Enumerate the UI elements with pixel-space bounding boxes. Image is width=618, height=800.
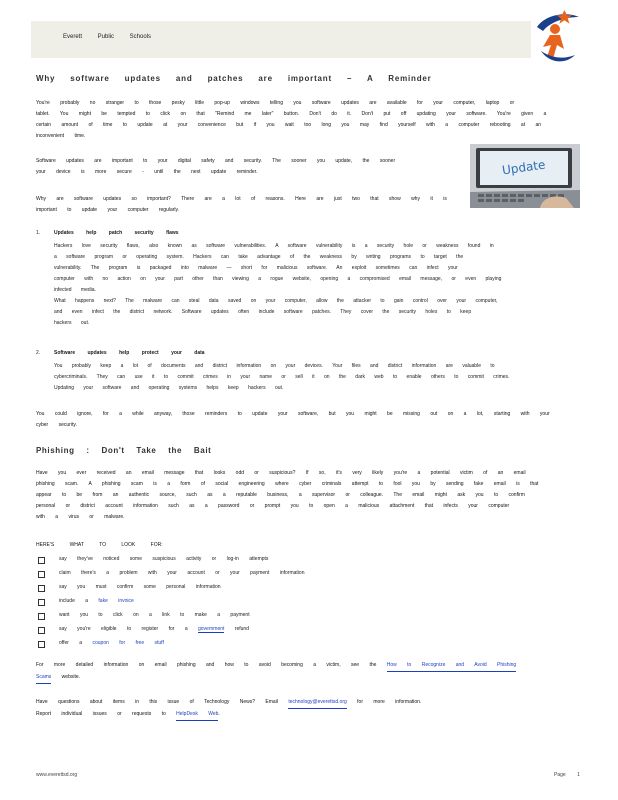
text-line: phishing scam. A phishing scam is a form of social engineering where cyber criminals attempt to fool you by sending fake email is that	[36, 481, 539, 487]
text-line: You could ignore, for a while anyway, those reminders to update your software, but you might be missing out on a lot, starting with your	[36, 411, 550, 417]
text-line: your device is more secure - until the next update reminder.	[36, 169, 258, 175]
phishing-title: Phishing : Don't Take the Bait	[36, 446, 212, 455]
text-line: hackers out.	[54, 320, 90, 326]
list-item-prefix: say you're eligible to register for a	[59, 626, 188, 632]
footer-website: www.everettsd.org	[36, 772, 78, 778]
text-line: Hackers love security flaws, also known as software vulnerabilities. A software vulnerability is a security hole or weakness found in	[54, 243, 494, 249]
closing-paragraph	[36, 409, 574, 431]
text-line	[36, 672, 574, 684]
list-item	[38, 570, 338, 582]
text-line: and even infect the district network. Software updates often include software patches. They cover the security holes to keep	[54, 309, 472, 315]
email-link[interactable]: technology@everettsd.org	[288, 697, 346, 709]
text-line: important to update your computer regularly.	[36, 207, 180, 213]
checkbox-icon	[38, 641, 45, 648]
article-title: Why software updates and patches are important – A Reminder	[36, 74, 432, 83]
text-line: Why are software updates so important? There are a lot of reasons. Here are just two that show why it is	[36, 196, 447, 202]
text-line: vulnerability. The program is packaged into malware — short for malicious software. An exploit sometimes can infect your	[54, 265, 458, 271]
list-item-text: say you must confirm some personal information	[59, 584, 221, 590]
checkbox-icon	[38, 599, 45, 606]
list-item-text	[59, 626, 249, 633]
text-line: with a virus or malware.	[36, 514, 125, 520]
list-item-prefix: offer a	[59, 640, 83, 646]
item-body	[54, 241, 574, 329]
phishing-paragraph	[36, 468, 574, 523]
list-item-text: claim there's a problem with your account or your payment information	[59, 570, 305, 576]
helpdesk-link[interactable]: HelpDesk Web	[176, 709, 218, 721]
list-item	[38, 612, 338, 624]
list-item	[38, 640, 338, 652]
text-line: certain amount of time to update at your convenience but if you wait too long you may find yourself with a computer rebooting at an	[36, 122, 542, 128]
list-item	[38, 556, 338, 568]
reasons-paragraph	[36, 194, 456, 216]
more-info-text: For more detailed information on email phishing and how to avoid becoming a victim, see the	[36, 662, 377, 668]
list-item-text: say they've noticed some suspicious activity or log-in attempts	[59, 556, 269, 562]
page-number: Page 1	[554, 772, 580, 778]
checkbox-icon	[38, 557, 45, 564]
list-item	[38, 584, 338, 596]
item-title: Software updates help protect your data	[54, 350, 205, 356]
update-laptop-image	[470, 144, 580, 208]
list-item-text	[59, 598, 134, 604]
list-item-text: want you to click on a link to make a payment	[59, 612, 250, 618]
questions-text: Have questions about items in this issue of Technology News? Email	[36, 699, 278, 705]
text-line	[36, 697, 574, 709]
importance-paragraph	[36, 156, 456, 178]
text-line: You probably keep a lot of documents and district information on your devices. Your files and district information are valuable to	[54, 363, 495, 369]
item-number: 1.	[36, 230, 41, 236]
period: .	[218, 711, 220, 717]
look-for-heading: HERE'S WHAT TO LOOK FOR:	[36, 542, 163, 548]
more-info-suffix: website.	[61, 674, 81, 680]
intro-paragraph	[36, 98, 574, 142]
text-line: inconvenient time.	[36, 133, 86, 139]
report-text: Report individual issues or requests to	[36, 711, 166, 717]
text-line: personal or district account information such as a password or prompt you to open a malicious attachment that infects your computer	[36, 503, 510, 509]
text-line: tablet. You might be tempted to click on that "Remind me later" button. Don't do it. Don't put off updating your software. You're given a	[36, 111, 547, 117]
checkbox-icon	[38, 627, 45, 634]
text-line: cybercriminals. They can use it to commit crimes in your name or sell it on the dark web to enable others to commit crimes.	[54, 374, 510, 380]
checkbox-icon	[38, 613, 45, 620]
text-line: cyber security.	[36, 422, 77, 428]
checkbox-icon	[38, 571, 45, 578]
text-line: a software program or operating system. Hackers can take advantage of the weakness by writing programs to target the	[54, 254, 464, 260]
district-logo-icon	[531, 7, 583, 71]
checkbox-icon	[38, 585, 45, 592]
text-line: Have you ever received an email message that looks odd or suspicious? If so, it's very likely you're a potential victim of an email	[36, 470, 526, 476]
free-coupon-link[interactable]: coupon for free stuff	[92, 640, 164, 646]
questions-paragraph	[36, 697, 574, 721]
government-refund-link[interactable]: government	[198, 626, 225, 632]
text-line: infected media.	[54, 287, 96, 293]
header-bar	[31, 21, 531, 58]
text-line: You're probably no stranger to those pesky little pop-up windows telling you software updates are available for your computer, laptop or	[36, 100, 515, 106]
school-name: Everett Public Schools	[63, 34, 152, 40]
more-info-paragraph	[36, 660, 574, 684]
text-line	[36, 660, 574, 672]
list-item	[38, 598, 338, 610]
avoid-phishing-link-cont[interactable]: Scams	[36, 672, 51, 684]
list-item	[38, 626, 338, 638]
update-screen-label: Update	[501, 157, 547, 178]
list-item-suffix: refund	[234, 626, 249, 632]
item-body	[54, 361, 574, 394]
list-item-prefix: include a	[59, 598, 89, 604]
text-line	[36, 709, 574, 721]
avoid-phishing-link[interactable]: How to Recognize and Avoid Phishing	[387, 660, 516, 672]
text-line: Software updates are important to your digital safety and security. The sooner you update, the sooner	[36, 158, 396, 164]
fake-invoice-link[interactable]: fake invoice	[98, 598, 134, 604]
list-item-text	[59, 640, 164, 646]
text-line: Updating your software and operating systems helps keep hackers out.	[54, 385, 284, 391]
questions-suffix: for more information.	[357, 699, 422, 705]
item-title: Updates help patch security flaws	[54, 230, 179, 236]
text-line: computer with no action on your part other than viewing a rogue website, opening a compromised email message, or even playing	[54, 276, 502, 282]
text-line: appear to be from an authentic source, such as a reputable business, a supervisor or colleague. The email might ask you to confirm	[36, 492, 525, 498]
item-number: 2.	[36, 350, 41, 356]
text-line: What happens next? The malware can steal data saved on your computer, allow the attacker to gain control over your computer,	[54, 298, 498, 304]
